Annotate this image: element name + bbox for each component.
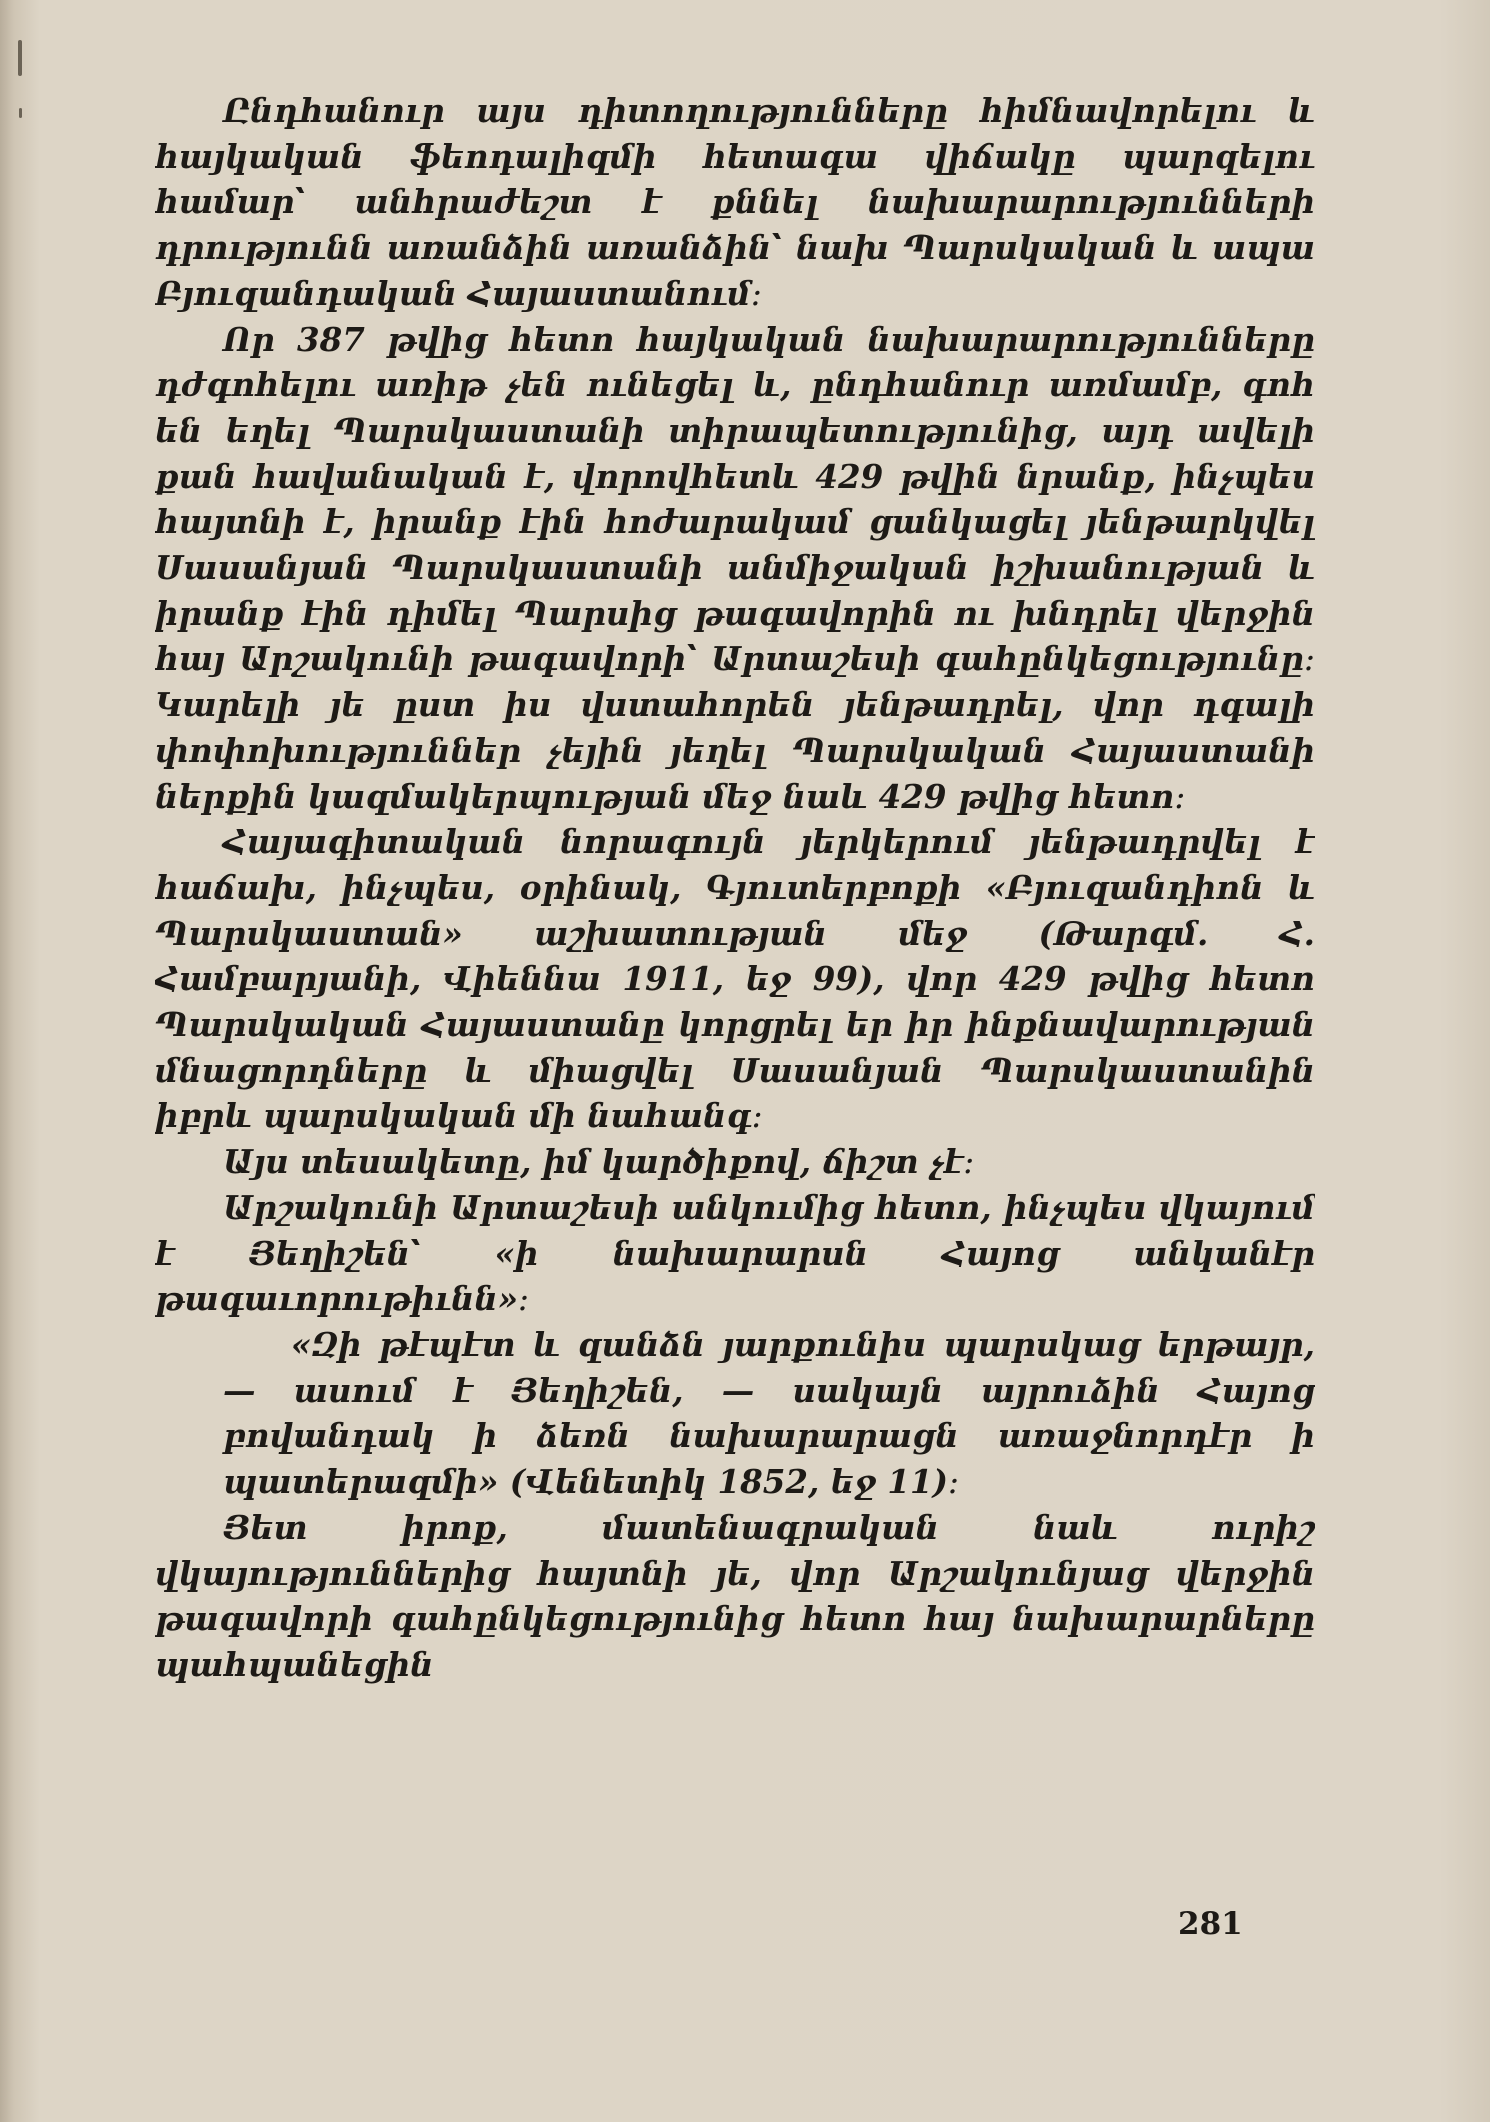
paragraph-2: Որ 387 թվից հետո հայկական նախարարությունները դժգոհելու առիթ չեն ունեցել և, ընդհանուր առմամբ, գոհ են եղել Պարսկաստանի տիրապետությունից, այդ ավելի քան հավանական է, վորովհետև 429 թվին նրանք, ինչպես հայտնի է, իրանք էին հոժարակամ ցանկացել յենթարկվել Սասանյան Պարսկաստանի անմիջական իշխանության և իրանք էին դիմել Պարսից թագավորին ու խնդրել վերջին հայ Արշակունի թագավորի՝ Արտաշեսի գահընկեցությունը։ Կարելի յե ըստ իս վստահորեն յենթադրել, վոր դգալի փոփոխություններ չեյին յեղել Պարսկական Հայաստանի ներքին կազմակերպության մեջ նաև 429 թվից հետո։ <box>155 319 1315 816</box>
binding-mark-small <box>19 108 22 118</box>
page-number: 281 <box>1178 1906 1243 1942</box>
paragraph-3: Հայագիտական նորագույն յերկերում յենթադրվել է հաճախ, ինչպես, օրինակ, Գյուտերբոքի «Բյուզանդիոն և Պարսկաստան» աշխատության մեջ (Թարգմ. Հ. Համբարյանի, Վիեննա 1911, եջ 99), վոր 429 թվից հետո Պարսկական Հայաստանը կորցրել եր իր ինքնավարության մնացորդները և միացվել Սասանյան Պարսկաստանին իբրև պարսկական մի նահանգ։ <box>155 822 1315 1136</box>
paragraph-closing: Յետ իրոք, մատենագրական նաև ուրիշ վկայություններից հայտնի յե, վոր Արշակունյաց վերջին թագավորի գահընկեցությունից հետո հայ նախարարները պահպանեցին <box>155 1507 1315 1684</box>
paragraph-5: Արշակունի Արտաշեսի անկումից հետո, ինչպես վկայում է Յեղիշեն՝ «ի նախարարսն Հայոց անկանէր թագաւորութիւնն»։ <box>155 1187 1315 1319</box>
body-text <box>155 88 1315 1888</box>
binding-mark <box>18 40 22 76</box>
paragraph-1: Ընդհանուր այս դիտողությունները հիմնավորելու և հայկական ֆեոդալիզմի հետագա վիճակը պարզելու համար՝ անհրաժեշտ է քննել նախարարությունների դրությունն առանձին առանձին՝ նախ Պարսկական և ապա Բյուզանդական Հայաստանում։ <box>155 91 1315 313</box>
paragraph-4: Այս տեսակետը, իմ կարծիքով, ճիշտ չէ։ <box>223 1142 975 1182</box>
block-quote: «Զի թէպէտ և զանձն յարքունիս պարսկաց երթայր, — ասում է Յեղիշեն, — սակայն այրուձին Հայոց բովանդակ ի ձեռն նախարարացն առաջնորդէր ի պատերազմի» (Վենետիկ 1852, եջ 11)։ <box>223 1324 1315 1502</box>
